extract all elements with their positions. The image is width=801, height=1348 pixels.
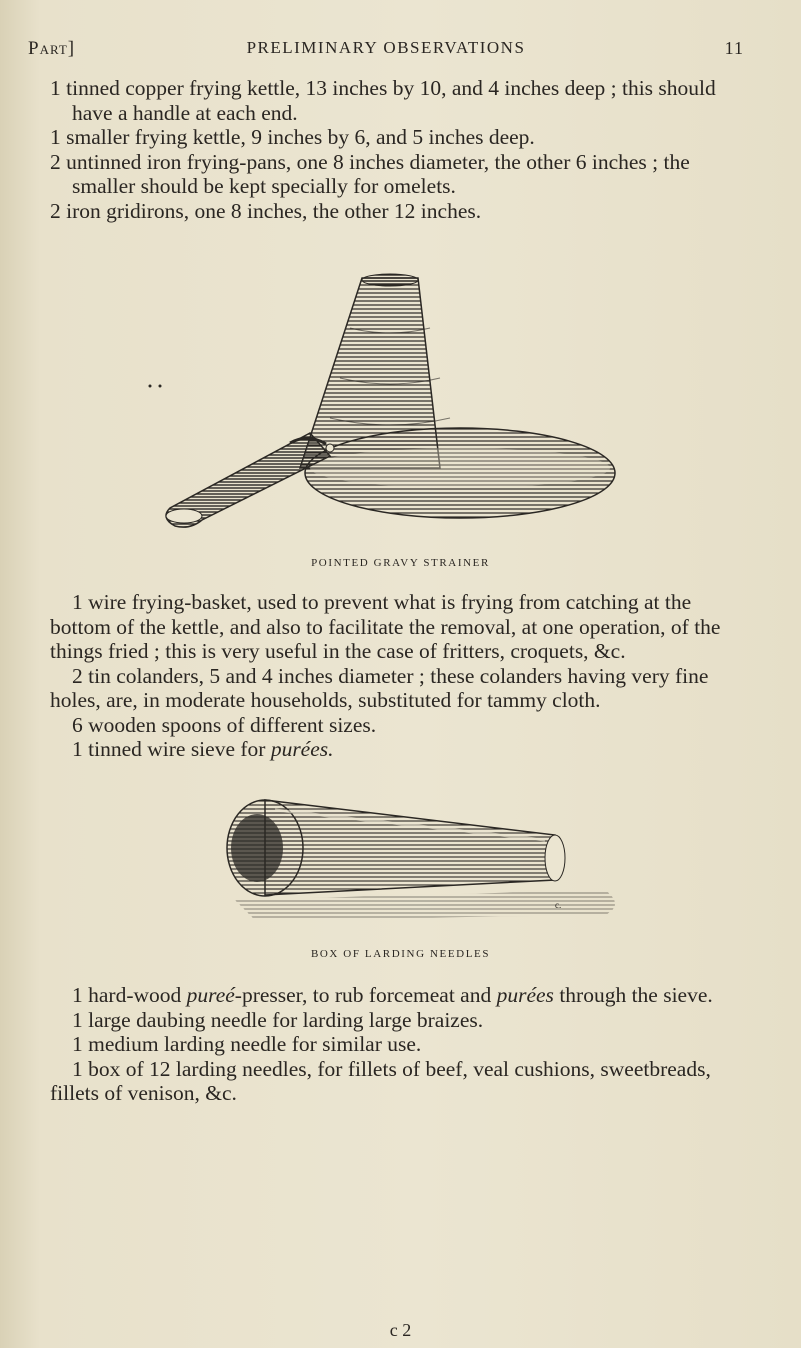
equipment-list-3 (50, 983, 746, 1106)
header-title: PRELIMINARY OBSERVATIONS (246, 38, 526, 57)
list-item-text: 1 hard-wood (72, 983, 182, 1007)
list-item: 1 medium larding needle for similar use. (72, 1032, 422, 1056)
list-item-text: 1 tinned wire sieve for (72, 737, 266, 761)
list-item: 1 large daubing needle for larding large braizes. (72, 1007, 484, 1032)
list-item: 1 smaller frying kettle, 9 inches by 6, and 5 inches deep. (50, 125, 535, 149)
list-item: 2 tin colanders, 5 and 4 inches diameter ; these colanders having very fine holes, are, in moderate households, substituted for tammy cloth. (50, 663, 709, 712)
list-item: 2 iron gridirons, one 8 inches, the other 12 inches. (50, 198, 482, 223)
list-item: 1 box of 12 larding needles, for fillets of beef, veal cushions, sweetbreads, fillets of venison, &c. (50, 1056, 711, 1105)
list-item (50, 983, 746, 1008)
purees-italic: purées (496, 983, 554, 1007)
header-part: Part] (28, 38, 76, 59)
list-item (50, 737, 746, 762)
puree-italic: pureé (186, 983, 235, 1007)
page-number: 11 (724, 38, 744, 58)
list-item: 1 tinned copper frying kettle, 13 inches by 10, and 4 inches deep ; this should have a handle at each end. (50, 76, 716, 125)
figure-caption-larding-needles: BOX OF LARDING NEEDLES (310, 948, 491, 960)
list-item-text: through the sieve. (559, 983, 713, 1007)
signature-mark: c 2 (389, 1320, 412, 1340)
svg-text:c.: c. (555, 900, 562, 910)
figure-caption-gravy-strainer: POINTED GRAVY STRAINER (311, 557, 490, 569)
gravy-strainer-illustration (140, 268, 630, 538)
larding-needles-box-illustration (195, 780, 635, 940)
purees-italic: purées. (270, 737, 334, 761)
equipment-list-1 (50, 76, 746, 223)
list-item: 1 wire frying-basket, used to prevent what is frying from catching at the bottom of the kettle, and also to facilitate the removal, at one operation, of the things fried ; this is very useful in the case of fritters, croquets, &c. (50, 590, 721, 663)
list-item: 6 wooden spoons of different sizes. (72, 712, 377, 737)
list-item: 2 untinned iron frying-pans, one 8 inches diameter, the other 6 inches ; the smaller should be kept specially for omelets. (50, 149, 690, 198)
running-header (28, 38, 744, 66)
list-item-text: -presser, to rub forcemeat and (234, 983, 492, 1007)
equipment-list-2 (50, 590, 746, 762)
